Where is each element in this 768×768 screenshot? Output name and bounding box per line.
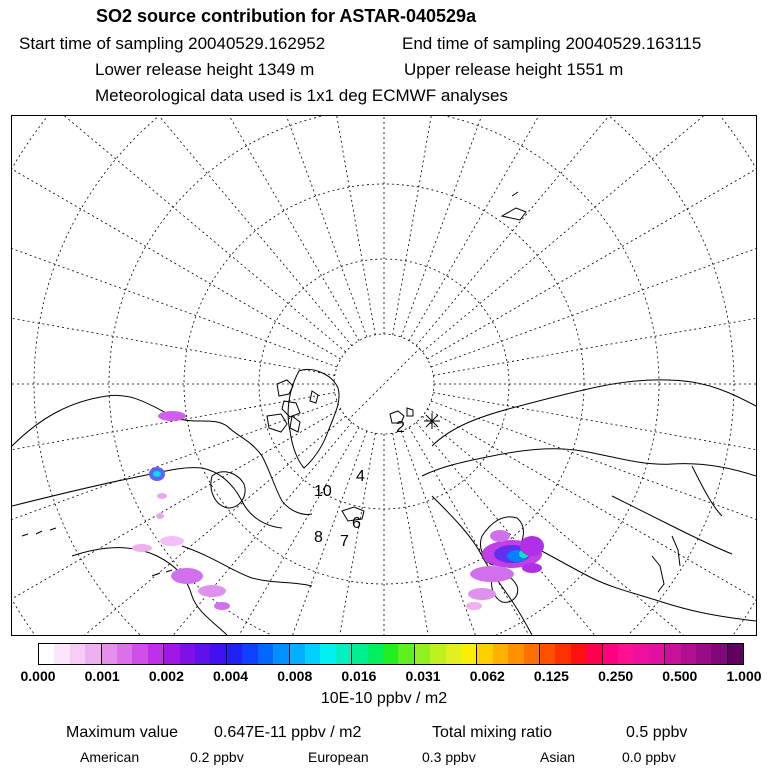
color-scale-swatch [508,644,523,664]
asian-value: 0.0 ppbv [622,749,676,765]
plume-patch [522,563,542,573]
color-scale-tick-label: 0.000 [20,668,56,684]
color-scale-swatch [711,644,727,664]
color-scale-swatch [336,644,352,664]
trajectory-time-label: 8 [314,529,323,546]
trajectory-time-label: 2 [396,419,405,436]
plume-patch [171,568,203,584]
plume-patch [490,530,510,542]
color-scale-tick-label: 0.031 [405,668,441,684]
color-scale-swatch [586,644,602,664]
color-scale-swatch [415,644,430,664]
plume-patch [157,493,167,499]
color-scale-tick-label: 0.062 [469,668,505,684]
color-scale-swatch [320,644,335,664]
color-scale-swatch [70,644,85,664]
color-scale-swatch [555,644,570,664]
color-scale-swatch [39,644,54,664]
plume-patch [466,602,482,610]
color-scale-swatch [368,644,383,664]
color-scale-swatch [180,644,195,664]
color-scale-swatch [242,644,257,664]
color-scale-tick-label: 0.001 [84,668,120,684]
plume-patch [156,513,164,519]
color-scale-swatch [430,644,445,664]
trajectory-time-label: 6 [352,515,361,532]
color-scale-tick-label: 0.125 [533,668,569,684]
color-scale-swatch [728,644,743,664]
european-label: European [308,749,369,765]
polar-map [11,115,757,636]
color-scale-swatch [383,644,398,664]
plume-patch [132,544,152,552]
color-scale-swatch [603,644,618,664]
color-scale-swatch [446,644,461,664]
color-scale-swatch [210,644,226,664]
lower-release-height: Lower release height 1349 m [95,60,315,79]
max-value: 0.647E-11 ppbv / m2 [214,724,362,741]
color-scale-swatch [227,644,242,664]
trajectory-time-label: 7 [340,533,349,550]
color-scale-unit: 10E-10 ppbv / m2 [320,690,448,707]
color-scale-swatch [195,644,210,664]
color-scale-tick-label: 1.000 [726,668,762,684]
color-scale-tick-label: 0.500 [662,668,698,684]
color-scale-swatch [665,644,680,664]
color-scale-swatch [117,644,132,664]
color-scale-tick-label: 0.016 [341,668,377,684]
plume-patch [198,585,226,597]
release-point-marker [424,413,440,429]
total-label: Total mixing ratio [432,724,553,741]
color-scale-swatch [290,644,305,664]
color-scale-swatch [477,644,492,664]
color-scale-swatch [148,644,164,664]
color-scale-swatch [273,644,289,664]
color-scale-tick-label: 0.002 [148,668,184,684]
trajectory-time-label: 4 [356,468,365,485]
map-canvas [12,116,756,635]
start-time: Start time of sampling 20040529.162952 [19,34,326,53]
end-time: End time of sampling 20040529.163115 [402,34,702,53]
color-scale-swatch [493,644,508,664]
concentration-plume [132,411,544,610]
max-label: Maximum value [66,724,179,741]
plume-patch [160,536,184,546]
color-scale-swatch [540,644,555,664]
asian-label: Asian [540,749,576,765]
trajectory-time-label: 10 [314,483,332,500]
plume-patch [470,566,514,582]
color-scale-swatch [618,644,633,664]
color-scale-tick-label: 0.250 [598,668,634,684]
color-scale-swatch [85,644,101,664]
american-value: 0.2 ppbv [190,749,244,765]
color-scale-swatch [164,644,179,664]
graticule [12,116,756,635]
european-value: 0.3 ppbv [422,749,476,765]
color-scale-bar [38,643,744,665]
plume-patch [468,588,496,600]
upper-release-height: Upper release height 1551 m [404,60,624,79]
map-title: SO2 source contribution for ASTAR-040529a [96,6,477,26]
plume-patch [158,411,186,421]
total-value: 0.5 ppbv [626,724,688,741]
plume-patch [214,602,230,610]
color-scale-swatch [54,644,69,664]
color-scale-swatch [102,644,117,664]
color-scale-swatch [681,644,696,664]
color-scale-swatch [524,644,540,664]
plume-patch [153,471,161,477]
color-scale-tick-label: 0.008 [277,668,313,684]
american-label: American [80,749,140,765]
color-scale-tick-label: 0.004 [213,668,249,684]
color-scale-swatch [571,644,586,664]
color-scale-swatch [633,644,648,664]
color-scale-swatch [305,644,320,664]
color-scale-swatch [649,644,665,664]
color-scale-swatch [352,644,367,664]
color-scale-swatch [258,644,273,664]
plume-patch [520,536,544,556]
color-scale-swatch [132,644,147,664]
color-scale-swatch [398,644,414,664]
meteorological-data: Meteorological data used is 1x1 deg ECMWF analyses [95,86,508,105]
color-scale-swatch [461,644,477,664]
color-scale-swatch [696,644,711,664]
